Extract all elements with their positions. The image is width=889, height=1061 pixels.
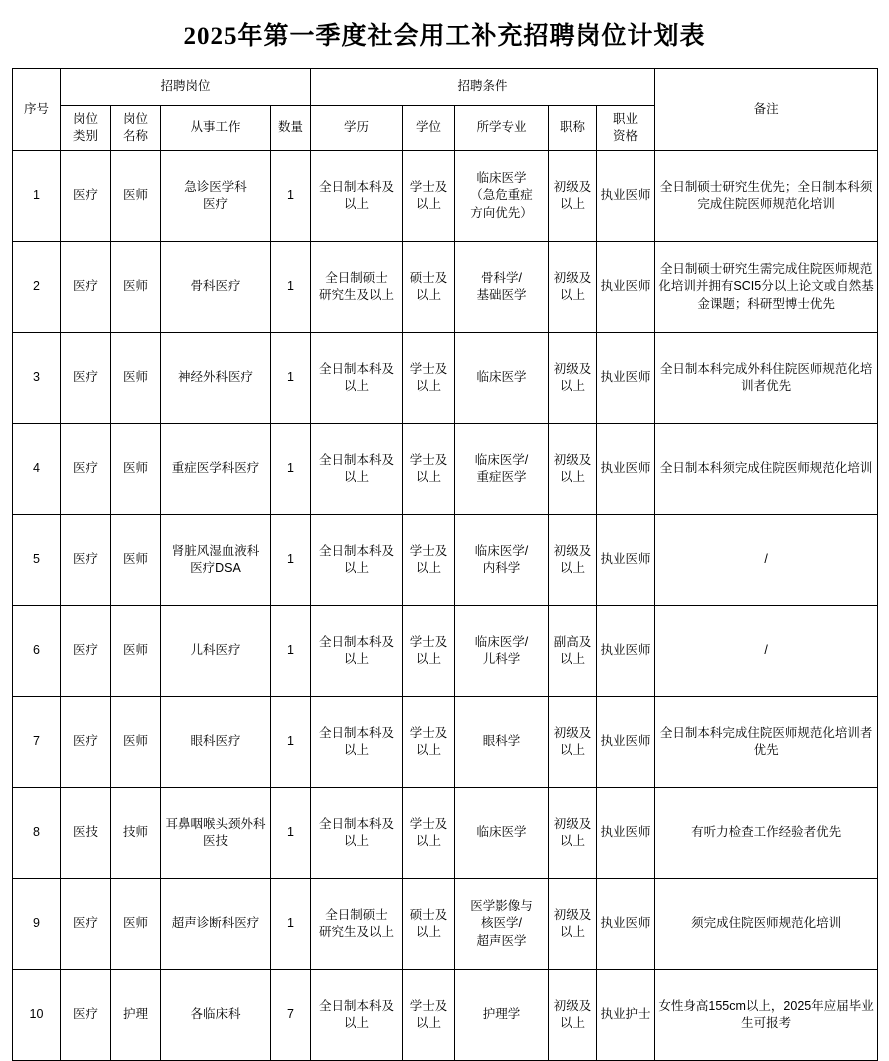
cell-major-line: （急危重症 [470, 188, 533, 203]
cell-degree-line: 学士及 [409, 452, 448, 467]
cell-degree-line: 以上 [416, 288, 442, 302]
cell-work [161, 242, 271, 333]
cell-category: 医技 [61, 788, 111, 879]
cell-major-line: 内科学 [482, 561, 521, 575]
cell-education [311, 606, 403, 697]
cell-degree-line: 学士及 [409, 816, 448, 831]
cell-seq: 8 [13, 788, 61, 879]
cell-category: 医疗 [61, 333, 111, 424]
cell-work-line: 医技 [202, 834, 228, 848]
cell-major [455, 697, 549, 788]
cell-work [161, 515, 271, 606]
cell-qualification: 执业医师 [597, 788, 655, 879]
table-body [13, 151, 878, 1061]
cell-qualification: 执业医师 [597, 333, 655, 424]
header-qualification-line1: 职业 [613, 111, 639, 126]
cell-prof_title [549, 515, 597, 606]
cell-category: 医疗 [61, 424, 111, 515]
header-group-condition: 招聘条件 [311, 69, 655, 106]
cell-degree-line: 学士及 [409, 634, 448, 649]
cell-prof_title-line: 初级及 [553, 998, 592, 1013]
cell-prof_title-line: 初级及 [553, 543, 592, 558]
cell-category: 医疗 [61, 151, 111, 242]
cell-degree-line: 学士及 [409, 725, 448, 740]
cell-degree-line: 以上 [416, 1016, 442, 1030]
cell-major [455, 515, 549, 606]
cell-major-line: 核医学/ [481, 916, 522, 931]
table-row [13, 606, 878, 697]
cell-education-line: 全日制本科及 [319, 361, 395, 376]
cell-work-line: 医疗 [202, 197, 228, 211]
cell-degree-line: 以上 [416, 834, 442, 848]
cell-education-line: 全日制本科及 [319, 543, 395, 558]
cell-education-line: 以上 [344, 561, 370, 575]
title-band [0, 0, 889, 68]
cell-major-line: 超声医学 [476, 933, 527, 948]
cell-major-line: 临床医学/ [474, 452, 529, 467]
cell-prof_title-line: 初级及 [553, 361, 592, 376]
cell-prof_title-line: 以上 [560, 470, 586, 484]
cell-category: 医疗 [61, 606, 111, 697]
cell-prof_title-line: 以上 [560, 925, 586, 939]
cell-major [455, 788, 549, 879]
cell-name: 医师 [111, 424, 161, 515]
cell-degree [403, 788, 455, 879]
cell-education-line: 以上 [344, 652, 370, 666]
cell-seq: 1 [13, 151, 61, 242]
header-quantity: 数量 [271, 106, 311, 151]
cell-education [311, 970, 403, 1061]
cell-quantity: 1 [271, 788, 311, 879]
header-qualification [597, 106, 655, 151]
table-row [13, 151, 878, 242]
cell-prof_title-line: 以上 [560, 834, 586, 848]
cell-degree-line: 以上 [416, 561, 442, 575]
cell-degree-line: 学士及 [409, 543, 448, 558]
cell-education-line: 全日制本科及 [319, 452, 395, 467]
header-post-category [61, 106, 111, 151]
cell-education-line: 全日制硕士 [325, 907, 388, 922]
cell-education [311, 879, 403, 970]
cell-education-line: 以上 [344, 834, 370, 848]
cell-work [161, 970, 271, 1061]
cell-major [455, 424, 549, 515]
cell-remark: 全日制硕士研究生需完成住院医师规范化培训并拥有SCI5分以上论文或自然基金课题；科研型博士优先 [655, 242, 878, 333]
cell-degree [403, 515, 455, 606]
header-row-groups [13, 69, 878, 106]
cell-major [455, 606, 549, 697]
cell-education [311, 424, 403, 515]
cell-category: 医疗 [61, 515, 111, 606]
cell-major [455, 333, 549, 424]
cell-quantity: 1 [271, 515, 311, 606]
cell-prof_title-line: 以上 [560, 561, 586, 575]
cell-education-line: 全日制本科及 [319, 725, 395, 740]
cell-work-line: 眼科医疗 [190, 734, 241, 749]
cell-education-line: 全日制本科及 [319, 179, 395, 194]
cell-major [455, 879, 549, 970]
cell-education [311, 242, 403, 333]
cell-education-line: 研究生及以上 [319, 288, 395, 302]
header-qualification-line2: 资格 [613, 129, 639, 143]
cell-degree [403, 970, 455, 1061]
cell-work [161, 606, 271, 697]
header-post-name-line2: 名称 [122, 129, 148, 143]
cell-prof_title [549, 788, 597, 879]
cell-degree [403, 879, 455, 970]
cell-work-line: 神经外科医疗 [177, 370, 253, 385]
table-row [13, 970, 878, 1061]
cell-prof_title-line: 以上 [560, 652, 586, 666]
header-work: 从事工作 [161, 106, 271, 151]
cell-prof_title-line: 以上 [560, 288, 586, 302]
cell-work-line: 医疗DSA [190, 561, 241, 575]
cell-qualification: 执业医师 [597, 242, 655, 333]
table-row [13, 424, 878, 515]
cell-name: 护理 [111, 970, 161, 1061]
cell-major-line: 临床医学 [476, 825, 527, 840]
cell-prof_title-line: 以上 [560, 1016, 586, 1030]
cell-degree-line: 以上 [416, 743, 442, 757]
cell-qualification: 执业医师 [597, 606, 655, 697]
cell-degree-line: 学士及 [409, 361, 448, 376]
cell-quantity: 1 [271, 879, 311, 970]
cell-category: 医疗 [61, 879, 111, 970]
cell-major-line: 儿科学 [482, 652, 521, 666]
table-row [13, 879, 878, 970]
header-post-name [111, 106, 161, 151]
cell-quantity: 1 [271, 333, 311, 424]
cell-major-line: 眼科学 [482, 734, 521, 749]
cell-degree-line: 以上 [416, 379, 442, 393]
table-row [13, 697, 878, 788]
cell-quantity: 1 [271, 606, 311, 697]
cell-qualification: 执业医师 [597, 424, 655, 515]
cell-quantity: 1 [271, 242, 311, 333]
cell-prof_title [549, 606, 597, 697]
cell-education-line: 全日制硕士 [325, 270, 388, 285]
cell-education-line: 以上 [344, 197, 370, 211]
cell-seq: 5 [13, 515, 61, 606]
cell-prof_title-line: 初级及 [553, 270, 592, 285]
cell-education-line: 以上 [344, 743, 370, 757]
cell-name: 医师 [111, 879, 161, 970]
cell-prof_title-line: 以上 [560, 379, 586, 393]
cell-prof_title-line: 以上 [560, 197, 586, 211]
cell-degree [403, 242, 455, 333]
cell-prof_title-line: 初级及 [553, 452, 592, 467]
cell-name: 医师 [111, 515, 161, 606]
cell-major-line: 基础医学 [476, 288, 527, 302]
cell-major-line: 临床医学/ [474, 543, 529, 558]
cell-education [311, 515, 403, 606]
cell-work-line: 超声诊断科医疗 [171, 916, 260, 931]
cell-seq: 7 [13, 697, 61, 788]
cell-qualification: 执业医师 [597, 151, 655, 242]
cell-work [161, 788, 271, 879]
cell-name: 医师 [111, 697, 161, 788]
cell-quantity: 1 [271, 424, 311, 515]
cell-work [161, 424, 271, 515]
cell-work-line: 儿科医疗 [190, 643, 241, 658]
cell-degree-line: 学士及 [409, 998, 448, 1013]
cell-remark: 有听力检查工作经验者优先 [655, 788, 878, 879]
cell-seq: 3 [13, 333, 61, 424]
cell-quantity: 1 [271, 697, 311, 788]
cell-education [311, 697, 403, 788]
header-degree: 学位 [403, 106, 455, 151]
cell-remark: / [655, 515, 878, 606]
cell-prof_title [549, 151, 597, 242]
cell-degree-line: 学士及 [409, 179, 448, 194]
cell-remark: 全日制本科须完成住院医师规范化培训 [655, 424, 878, 515]
cell-degree [403, 333, 455, 424]
cell-seq: 6 [13, 606, 61, 697]
cell-work-line: 耳鼻咽喉头颈外科 [165, 816, 266, 831]
cell-category: 医疗 [61, 697, 111, 788]
cell-prof_title [549, 697, 597, 788]
cell-remark: 女性身高155cm以上，2025年应届毕业生可报考 [655, 970, 878, 1061]
cell-prof_title [549, 879, 597, 970]
cell-seq: 4 [13, 424, 61, 515]
cell-qualification: 执业医师 [597, 879, 655, 970]
cell-prof_title-line: 初级及 [553, 725, 592, 740]
cell-degree-line: 硕士及 [409, 907, 448, 922]
cell-education-line: 以上 [344, 1016, 370, 1030]
header-seq: 序号 [13, 69, 61, 151]
header-group-post: 招聘岗位 [61, 69, 311, 106]
cell-work [161, 151, 271, 242]
cell-work-line: 肾脏风湿血液科 [171, 543, 260, 558]
cell-work-line: 骨科医疗 [190, 279, 241, 294]
cell-work-line: 急诊医学科 [184, 179, 247, 194]
cell-seq: 9 [13, 879, 61, 970]
cell-degree-line: 以上 [416, 197, 442, 211]
recruitment-plan-table [12, 68, 878, 1061]
table-row [13, 788, 878, 879]
cell-education-line: 以上 [344, 379, 370, 393]
header-major: 所学专业 [455, 106, 549, 151]
cell-qualification: 执业医师 [597, 515, 655, 606]
cell-category: 医疗 [61, 242, 111, 333]
cell-work-line: 重症医学科医疗 [171, 461, 260, 476]
cell-major-line: 护理学 [482, 1007, 521, 1022]
cell-prof_title [549, 333, 597, 424]
cell-major-line: 临床医学 [476, 171, 527, 186]
cell-work-line: 各临床科 [190, 1007, 241, 1022]
cell-seq: 10 [13, 970, 61, 1061]
cell-prof_title [549, 242, 597, 333]
cell-prof_title-line: 初级及 [553, 179, 592, 194]
cell-remark: / [655, 606, 878, 697]
cell-major [455, 242, 549, 333]
cell-degree [403, 697, 455, 788]
cell-major-line: 临床医学/ [474, 634, 529, 649]
cell-major [455, 970, 549, 1061]
cell-education-line: 研究生及以上 [319, 925, 395, 939]
cell-qualification: 执业护士 [597, 970, 655, 1061]
cell-major-line: 临床医学 [476, 370, 527, 385]
cell-prof_title [549, 424, 597, 515]
cell-name: 医师 [111, 333, 161, 424]
cell-work [161, 697, 271, 788]
cell-major-line: 骨科学/ [481, 270, 522, 285]
table-row [13, 242, 878, 333]
cell-degree-line: 以上 [416, 652, 442, 666]
cell-remark: 须完成住院医师规范化培训 [655, 879, 878, 970]
cell-quantity: 1 [271, 151, 311, 242]
cell-prof_title-line: 以上 [560, 743, 586, 757]
cell-major-line: 方向优先） [470, 205, 533, 220]
cell-degree-line: 以上 [416, 470, 442, 484]
cell-remark: 全日制本科完成外科住院医师规范化培训者优先 [655, 333, 878, 424]
cell-education-line: 以上 [344, 470, 370, 484]
header-education: 学历 [311, 106, 403, 151]
cell-major [455, 151, 549, 242]
cell-name: 技师 [111, 788, 161, 879]
cell-education [311, 333, 403, 424]
cell-name: 医师 [111, 606, 161, 697]
cell-education [311, 788, 403, 879]
cell-work [161, 879, 271, 970]
cell-major-line: 重症医学 [476, 470, 527, 484]
table-header [13, 69, 878, 151]
cell-education-line: 全日制本科及 [319, 634, 395, 649]
header-prof-title: 职称 [549, 106, 597, 151]
cell-degree [403, 151, 455, 242]
header-post-name-line1: 岗位 [122, 111, 148, 126]
cell-remark: 全日制本科完成住院医师规范化培训者优先 [655, 697, 878, 788]
cell-degree-line: 以上 [416, 925, 442, 939]
cell-education [311, 151, 403, 242]
cell-remark: 全日制硕士研究生优先；全日制本科须完成住院医师规范化培训 [655, 151, 878, 242]
cell-name: 医师 [111, 242, 161, 333]
cell-prof_title-line: 初级及 [553, 816, 592, 831]
cell-quantity: 7 [271, 970, 311, 1061]
cell-major-line: 医学影像与 [470, 899, 533, 914]
cell-name: 医师 [111, 151, 161, 242]
cell-degree [403, 606, 455, 697]
cell-category: 医疗 [61, 970, 111, 1061]
cell-work [161, 333, 271, 424]
header-remark: 备注 [655, 69, 878, 151]
cell-qualification: 执业医师 [597, 697, 655, 788]
table-row [13, 333, 878, 424]
page-title: 2025年第一季度社会用工补充招聘岗位计划表 [183, 23, 706, 50]
cell-education-line: 全日制本科及 [319, 998, 395, 1013]
cell-degree-line: 硕士及 [409, 270, 448, 285]
cell-education-line: 全日制本科及 [319, 816, 395, 831]
cell-prof_title-line: 初级及 [553, 907, 592, 922]
cell-degree [403, 424, 455, 515]
cell-prof_title-line: 副高及 [553, 634, 592, 649]
table-row [13, 515, 878, 606]
cell-seq: 2 [13, 242, 61, 333]
cell-prof_title [549, 970, 597, 1061]
header-post-category-line2: 类别 [72, 129, 98, 143]
header-post-category-line1: 岗位 [72, 111, 98, 126]
